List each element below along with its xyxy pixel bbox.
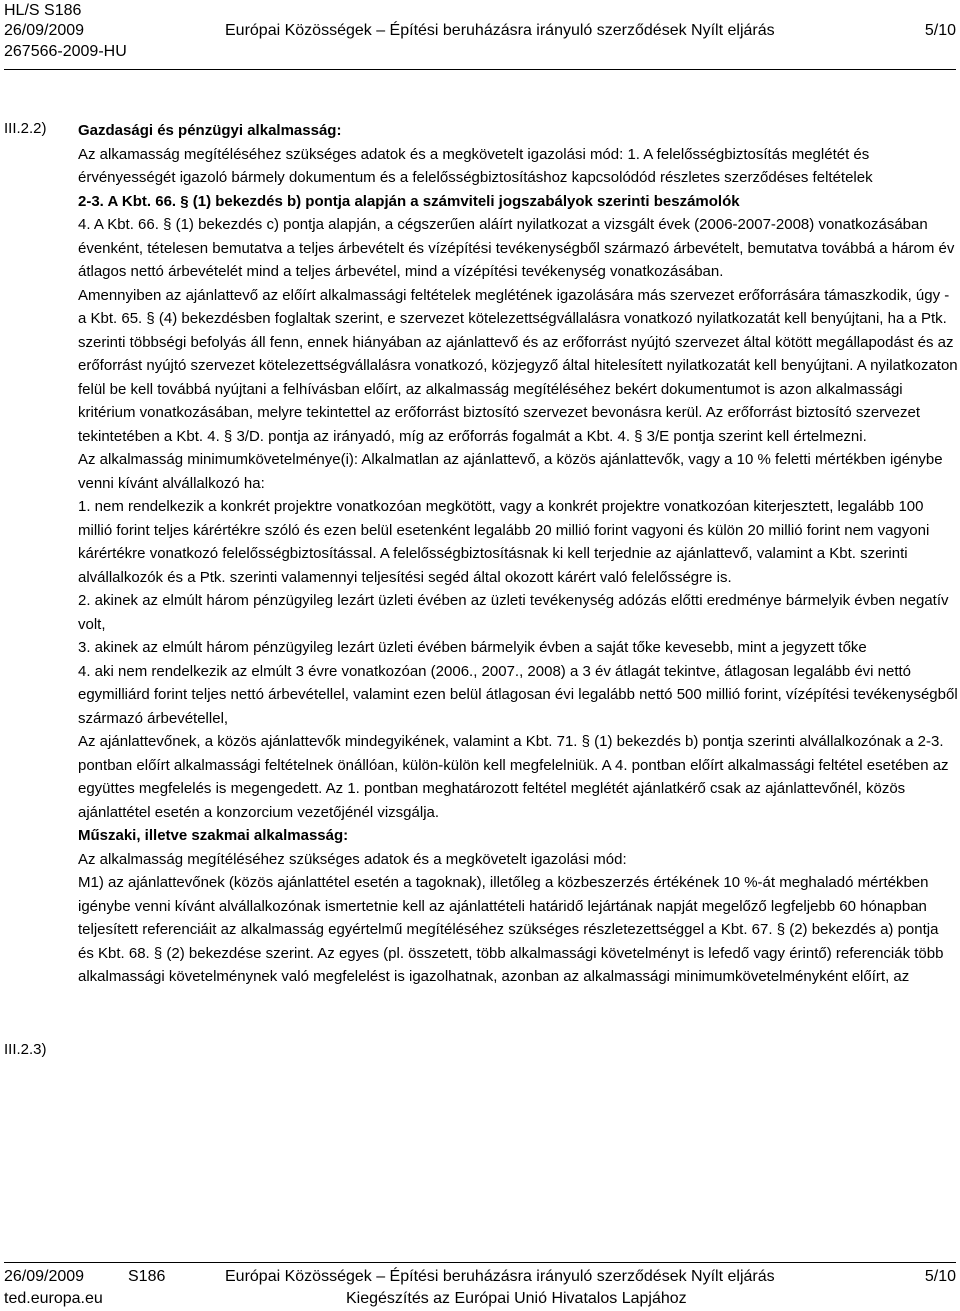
paragraph: 1. nem rendelkezik a konkrét projektre vonatkozóan megkötött, vagy a konkrét projektre vonatkozóan kiterjesztett, legalább 100 millió forint teljes kárértékre szóló és ezen belül esetenként legalább 20 millió forint vagyoni és külön 20 millió forint nem vagyoni kárértékre vonatkozó felelősségbiztosítással. A felelősségbiztosításnak ki kell terjednie az ajánlattevő, valamint a Kbt. szerinti alvállalkozók és a Ptk. szerinti valamennyi teljesítési segéd által okozott kárért való felelősségre is. [78,498,930,586]
paragraph: 2-3. A Kbt. 66. § (1) bekezdés b) pontja alapján a számviteli jogszabályok szerinti beszámolók [78,192,740,210]
footer-publication: Kiegészítés az Európai Unió Hivatalos Lapjához [346,1290,687,1307]
paragraph: 3. akinek az elmúlt három pénzügyileg lezárt üzleti évében bármelyik évben a saját tőke kevesebb, mint a jegyzett tőke [78,639,867,656]
paragraph: 4. aki nem rendelkezik az elmúlt 3 évre vonatkozóan (2006., 2007., 2008) a 3 év átlagát tekintve, átlagosan legalább évi nettó egymilliárd forint teljes nettó árbevétellel, valamint ezen belül átlagosan évi legalább nettó 500 millió forint, vízépítési tevékenységből származó árbevétellel, [78,662,958,727]
footer-code: S186 [128,1268,166,1285]
paragraph: Az alkalmasság megítéléséhez szükséges adatok és a megkövetelt igazolási mód: [78,850,627,868]
header-doc-id: 267566-2009-HU [4,43,127,60]
paragraph: Amennyiben az ajánlattevő az előírt alkalmassági feltételek meglétének igazolására más szervezet erőforrására támaszkodik, úgy - a Kbt. 65. § (4) bekezdésben foglaltak szerint, e szervezet kötelezettségvállalásra vonatkozó nyilatkozatát kell benyújtani, ha a Ptk. szerinti többségi befolyás áll fenn, ennek hiányában az ajánlattevő és az erőforrást nyújtó szervezet által kötött megállapodást és az erőforrást nyújtó szervezet kötelezettségvállalásra vonatkozó, közjegyző által hitelesített nyilatkozatát kell benyújtani. A nyilatkozaton felül be kell továbbá nyújtani a felhívásban előírt, az alkalmasság megítéléséhez bekért dokumentumot is azon alkalmassági kritérium vonatkozásában, melyre tekintettel az erőforrást biztosító szervezet bevonásra kerül. Az erőforrást biztosító szervezet tekintetében a Kbt. 4. § 3/D. pontja az irányadó, míg az erőforrás fogalmát a Kbt. 4. § 3/E pontja szerint kell értelmezni. [78,286,958,445]
document-body [78,119,958,989]
header-rule [4,69,956,70]
paragraph: M1) az ajánlattevőnek (közös ajánlattétel esetén a tagoknak), illetőleg a közbeszerzés értékének 10 %-át meghaladó mértékben igénybe venni kívánt alvállalkozónak ismertetnie kell az ajánlattételi határidő lejártának napját megelőző legfeljebb 60 hónapban teljesített referenciáit az alkalmasság egyértelmű megítéléséhez szükséges részletezettséggel a Kbt. 67. § (2) bekezdés a) pontja és Kbt. 68. § (2) bekezdése szerint. Az egyes (pl. összetett, több alkalmassági követelményt is lefedő vagy érintő) referenciák több alkalmassági követelménynek való megfelelést is igazolhatnak, azonban az alkalmassági minimumkövetelményként előírt, az [78,874,944,985]
header-title: Európai Közösségek – Építési beruházásra irányuló szerződések Nyílt eljárás [225,22,775,39]
footer-date: 26/09/2009 [4,1268,85,1285]
page-footer [4,1267,956,1311]
footer-title: Európai Közösségek – Építési beruházásra irányuló szerződések Nyílt eljárás [225,1268,775,1285]
paragraph: Az ajánlattevőnek, a közös ajánlattevők mindegyikének, valamint a Kbt. 71. § (1) bekezdés b) pontja szerinti alvállalkozónak a 2-3. pontban előírt alkalmassági feltételnek önállóan, külön-külön kell megfelelniük. A 4. pontban előírt alkalmassági feltétel esetében az együttes megfelelés is megengedett. Az 1. pontban meghatározott feltétel meglétét ajánlatkérő csak az ajánlattevőnél, közös ajánlattétel esetén a konzorcium vezetőjénél vizsgálja. [78,733,949,821]
section-title: Műszaki, illetve szakmai alkalmasság: [78,827,349,844]
paragraph: 2. akinek az elmúlt három pénzügyileg lezárt üzleti évében az üzleti tevékenység adózás előtti eredménye bármelyik évben negatív volt, [78,592,949,633]
footer-page-number: 5/10 [924,1268,956,1285]
paragraph: Az alkalmasság minimumkövetelménye(i): Alkalmatlan az ajánlattevő, a közös ajánlattevők, vagy a 10 % feletti mértékben igénybe venni kívánt alvállalkozó ha: [78,451,943,492]
page-header [4,0,956,64]
section-number: III.2.3) [4,1041,47,1058]
section-title: Gazdasági és pénzügyi alkalmasság: [78,122,342,139]
paragraph: Az alkamasság megítéléséhez szükséges adatok és a megkövetelt igazolási mód: 1. A felelősségbiztosítás meglétét és érvényességét igazoló bármely dokumentum és a felelősségbiztosításhoz kapcsolódód részletes szerződéses feltételek [78,145,873,186]
paragraph: 4. A Kbt. 66. § (1) bekezdés c) pontja alapján, a cégszerűen aláírt nyilatkozat a vizsgált évek (2006-2007-2008) vonatkozásában évenként, tételesen bemutatva a teljes árbevételt és vízépítési tevékenységből származó árbevételt, bemutatva továbbá a három év átlagos nettó árbevételét mind a teljes árbevétel, mind a vízépítési tevékenység vonatkozásában. [78,216,955,280]
header-date: 26/09/2009 [4,22,85,39]
footer-rule [4,1262,956,1263]
header-page-number: 5/10 [924,22,956,39]
footer-site: ted.europa.eu [4,1290,103,1307]
section-number: III.2.2) [4,120,47,137]
header-code: HL/S S186 [4,2,82,19]
